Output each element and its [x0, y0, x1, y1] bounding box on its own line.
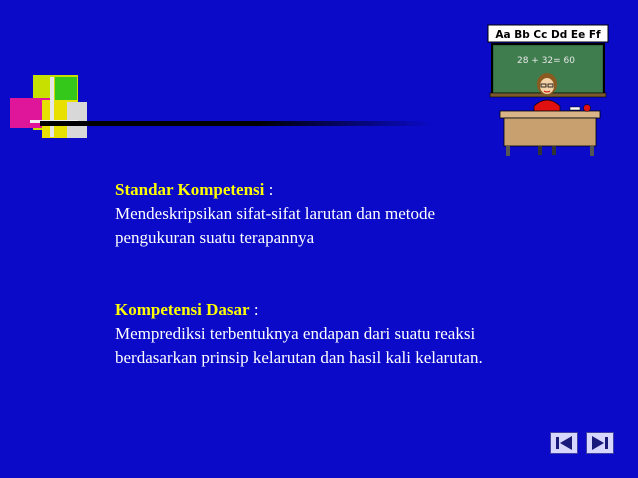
kompetensi-dasar-heading: Kompetensi Dasar: [115, 300, 250, 319]
kompetensi-dasar-line-1: Memprediksi terbentuknya endapan dari suatu reaksi: [115, 324, 476, 343]
kompetensi-dasar-section: [115, 298, 555, 370]
previous-slide-button[interactable]: [550, 432, 578, 454]
standar-kompetensi-colon: :: [264, 180, 274, 199]
kompetensi-dasar-heading-line: [115, 298, 555, 322]
teacher-classroom-clipart: [486, 24, 610, 158]
previous-slide-icon: [551, 433, 577, 453]
kompetensi-dasar-colon: :: [249, 300, 259, 319]
standar-kompetensi-heading: Standar Kompetensi: [115, 180, 265, 199]
kompetensi-dasar-line-2: berdasarkan prinsip kelarutan dan hasil kali kelarutan.: [115, 348, 483, 367]
alphabet-strip-text: Aa Bb Cc Dd Ee Ff: [495, 29, 601, 41]
standar-kompetensi-line-2: pengukuran suatu terapannya: [115, 228, 315, 247]
decor-line-vertical: [50, 77, 54, 137]
next-slide-icon: [587, 433, 613, 453]
standar-kompetensi-line-1: Mendeskripsikan sifat-sifat larutan dan metode: [115, 204, 436, 223]
title-divider-line: [40, 121, 432, 126]
standar-kompetensi-heading-line: [115, 178, 555, 202]
standar-kompetensi-section: [115, 178, 555, 250]
board-equation-text: 28 + 32= 60: [516, 56, 576, 66]
next-slide-button[interactable]: [586, 432, 614, 454]
